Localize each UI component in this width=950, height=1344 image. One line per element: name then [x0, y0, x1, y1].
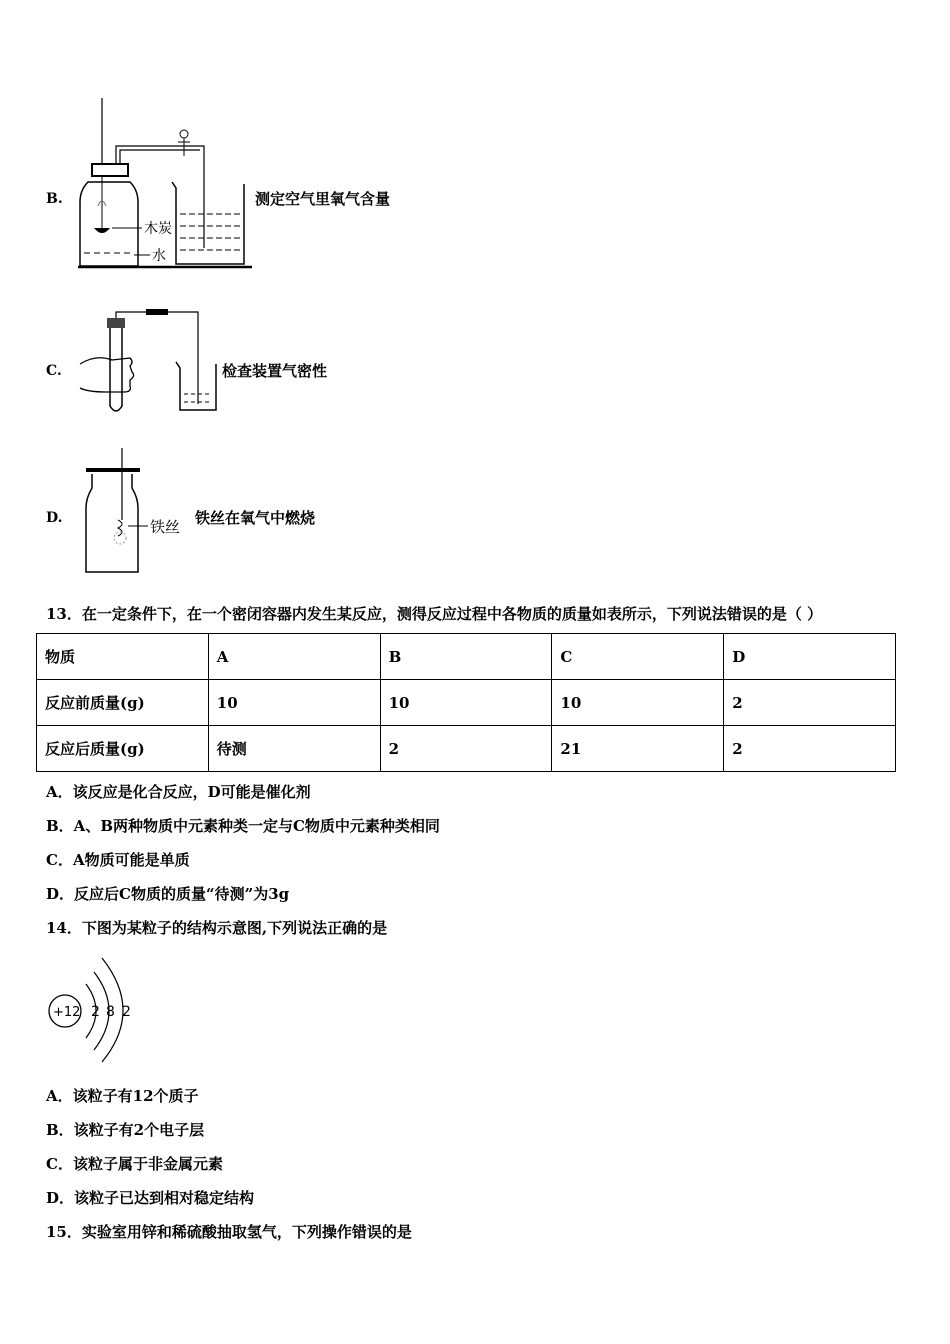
table-cell: 10 — [208, 680, 380, 726]
shell-electrons-3: 2 — [122, 1004, 131, 1020]
option-d-caption: 铁丝在氧气中燃烧 — [195, 509, 316, 527]
q13-option-d: D．反应后C物质的质量“待测”为3g — [46, 885, 290, 903]
option-b-letter: B. — [46, 191, 63, 207]
table-cell: 2 — [724, 680, 896, 726]
q13-option-b: B．A、B两种物质中元素种类一定与C物质中元素种类相同 — [46, 817, 440, 835]
table-cell: 反应后质量(g) — [37, 726, 209, 772]
table-header-row — [37, 634, 896, 680]
table-cell: 2 — [724, 726, 896, 772]
table-cell: 2 — [380, 726, 552, 772]
table-header-cell: 物质 — [37, 634, 209, 680]
table-cell: 10 — [380, 680, 552, 726]
q13-option-c: C．A物质可能是单质 — [46, 851, 190, 869]
q14-option-c: C．该粒子属于非金属元素 — [46, 1155, 223, 1173]
option-b-caption: 测定空气里氧气含量 — [255, 190, 391, 208]
q13-option-a: A．该反应是化合反应，D可能是催化剂 — [46, 783, 311, 801]
shell-electrons-2: 8 — [106, 1004, 115, 1020]
q13-mass-table — [36, 633, 896, 772]
oxygen-content-apparatus-figure — [72, 98, 257, 270]
table-cell: 10 — [552, 680, 724, 726]
table-header-cell: A — [208, 634, 380, 680]
option-c-letter: C. — [46, 363, 62, 379]
iron-wire-label: 铁丝 — [150, 518, 181, 536]
q13-stem: 13．在一定条件下，在一个密闭容器内发生某反应，测得反应过程中各物质的质量如表所示，下列说法错误的是（ ） — [46, 605, 823, 623]
q14-option-b: B．该粒子有2个电子层 — [46, 1121, 205, 1139]
table-row — [37, 680, 896, 726]
q14-option-a: A．该粒子有12个质子 — [46, 1087, 199, 1105]
q14-stem: 14．下图为某粒子的结构示意图,下列说法正确的是 — [46, 919, 388, 937]
q14-option-d: D．该粒子已达到相对稳定结构 — [46, 1189, 255, 1207]
q15-stem: 15．实验室用锌和稀硫酸抽取氢气，下列操作错误的是 — [46, 1223, 412, 1241]
table-header-cell: D — [724, 634, 896, 680]
atomic-structure-diagram — [40, 950, 150, 1066]
nucleus-charge: +12 — [53, 1005, 81, 1020]
table-row — [37, 726, 896, 772]
option-c-caption: 检查装置气密性 — [222, 362, 328, 380]
table-header-cell: C — [552, 634, 724, 680]
table-cell: 反应前质量(g) — [37, 680, 209, 726]
shell-electrons-1: 2 — [91, 1004, 100, 1020]
table-cell: 21 — [552, 726, 724, 772]
table-cell: 待测 — [208, 726, 380, 772]
iron-wire-combustion-figure — [82, 448, 194, 576]
table-header-cell: B — [380, 634, 552, 680]
water-label: 水 — [152, 248, 166, 264]
airtightness-check-figure — [76, 306, 226, 418]
option-d-letter: D. — [46, 510, 63, 526]
charcoal-label: 木炭 — [144, 221, 172, 237]
